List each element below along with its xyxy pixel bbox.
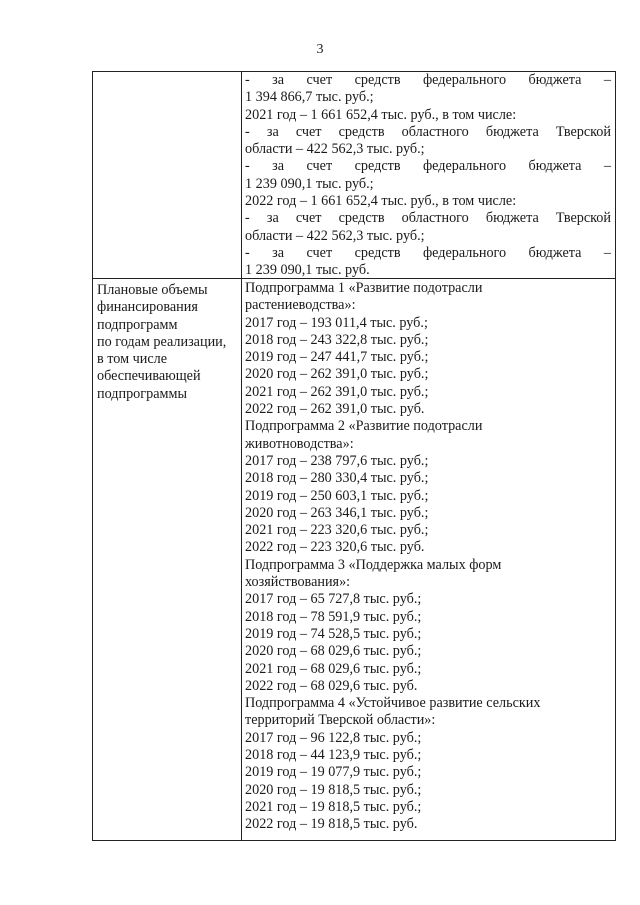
regional-budget-line: - за счет средств областного бюджета Тверской [245,123,611,140]
subprogram-heading: хозяйствования»: [245,574,351,591]
year-amount-line: 2017 год – 193 011,4 тыс. руб.; [245,314,428,331]
label-line: подпрограмм [97,316,178,333]
label-line: в том числе [97,351,168,368]
amount-line: 1 239 090,1 тыс. руб. [245,262,370,279]
subprogram-heading: животноводства»: [245,435,354,452]
federal-budget-line: - за счет средств федерального бюджета – [245,244,611,261]
year-amount-line: 2017 год – 65 727,8 тыс. руб.; [245,591,422,608]
year-amount-line: 2020 год – 263 346,1 тыс. руб.; [245,504,429,521]
label-line: обеспечивающей [97,368,201,385]
row-label-cell [97,282,239,403]
year-amount-line: 2022 год – 19 818,5 тыс. руб. [245,816,418,833]
amount-line: 1 239 090,1 тыс. руб.; [245,175,374,192]
year-amount-line: 2018 год – 280 330,4 тыс. руб.; [245,470,429,487]
subprogram-heading: растениеводства»: [245,297,356,314]
year-amount-line: 2018 год – 44 123,9 тыс. руб.; [245,747,422,764]
year-amount-line: 2022 год – 262 391,0 тыс. руб. [245,401,425,418]
year-amount-line: 2021 год – 262 391,0 тыс. руб.; [245,383,429,400]
year-amount-line: 2021 год – 68 029,6 тыс. руб.; [245,660,422,677]
year-amount-line: 2020 год – 19 818,5 тыс. руб.; [245,781,422,798]
label-line: Плановые объемы [97,282,208,298]
year-amount-line: 2021 год – 19 818,5 тыс. руб.; [245,798,422,815]
year-total-line: 2021 год – 1 661 652,4 тыс. руб., в том числе: [245,106,517,123]
year-amount-line: 2022 год – 223 320,6 тыс. руб. [245,539,425,556]
label-line: финансирования [97,299,198,316]
amount-line: 1 394 866,7 тыс. руб.; [245,89,374,106]
amount-line: области – 422 562,3 тыс. руб.; [245,227,425,244]
amount-line: области – 422 562,3 тыс. руб.; [245,141,425,158]
year-amount-line: 2021 год – 223 320,6 тыс. руб.; [245,522,429,539]
regional-budget-line: - за счет средств областного бюджета Тверской [245,210,611,227]
subprogram-heading: Подпрограмма 4 «Устойчивое развитие сельских [245,695,541,712]
year-amount-line: 2019 год – 247 441,7 тыс. руб.; [245,349,429,366]
subprogram-heading: Подпрограмма 2 «Развитие подотрасли [245,418,483,435]
year-amount-line: 2018 год – 78 591,9 тыс. руб.; [245,608,422,625]
subprogram-financing-cell [245,280,611,834]
year-amount-line: 2022 год – 68 029,6 тыс. руб. [245,677,418,694]
year-amount-line: 2020 год – 262 391,0 тыс. руб.; [245,366,429,383]
subprogram-heading: Подпрограмма 3 «Поддержка малых форм [245,556,502,573]
federal-regional-budget-cell [245,72,611,280]
year-amount-line: 2017 год – 238 797,6 тыс. руб.; [245,452,429,469]
year-amount-line: 2020 год – 68 029,6 тыс. руб.; [245,643,422,660]
subprogram-heading: Подпрограмма 1 «Развитие подотрасли [245,280,483,296]
year-amount-line: 2019 год – 250 603,1 тыс. руб.; [245,487,429,504]
year-total-line: 2022 год – 1 661 652,4 тыс. руб., в том числе: [245,193,517,210]
subprogram-heading: территорий Тверской области»: [245,712,436,729]
year-amount-line: 2017 год – 96 122,8 тыс. руб.; [245,729,422,746]
year-amount-line: 2018 год – 243 322,8 тыс. руб.; [245,331,429,348]
label-line: подпрограммы [97,385,187,402]
year-amount-line: 2019 год – 19 077,9 тыс. руб.; [245,764,422,781]
financing-table [92,71,616,841]
federal-budget-line: - за счет средств федерального бюджета – [245,158,611,175]
federal-budget-line: - за счет средств федерального бюджета – [245,72,611,88]
page-number: 3 [316,42,324,57]
label-line: по годам реализации, [97,333,227,350]
year-amount-line: 2019 год – 74 528,5 тыс. руб.; [245,625,422,642]
column-divider [241,72,242,840]
